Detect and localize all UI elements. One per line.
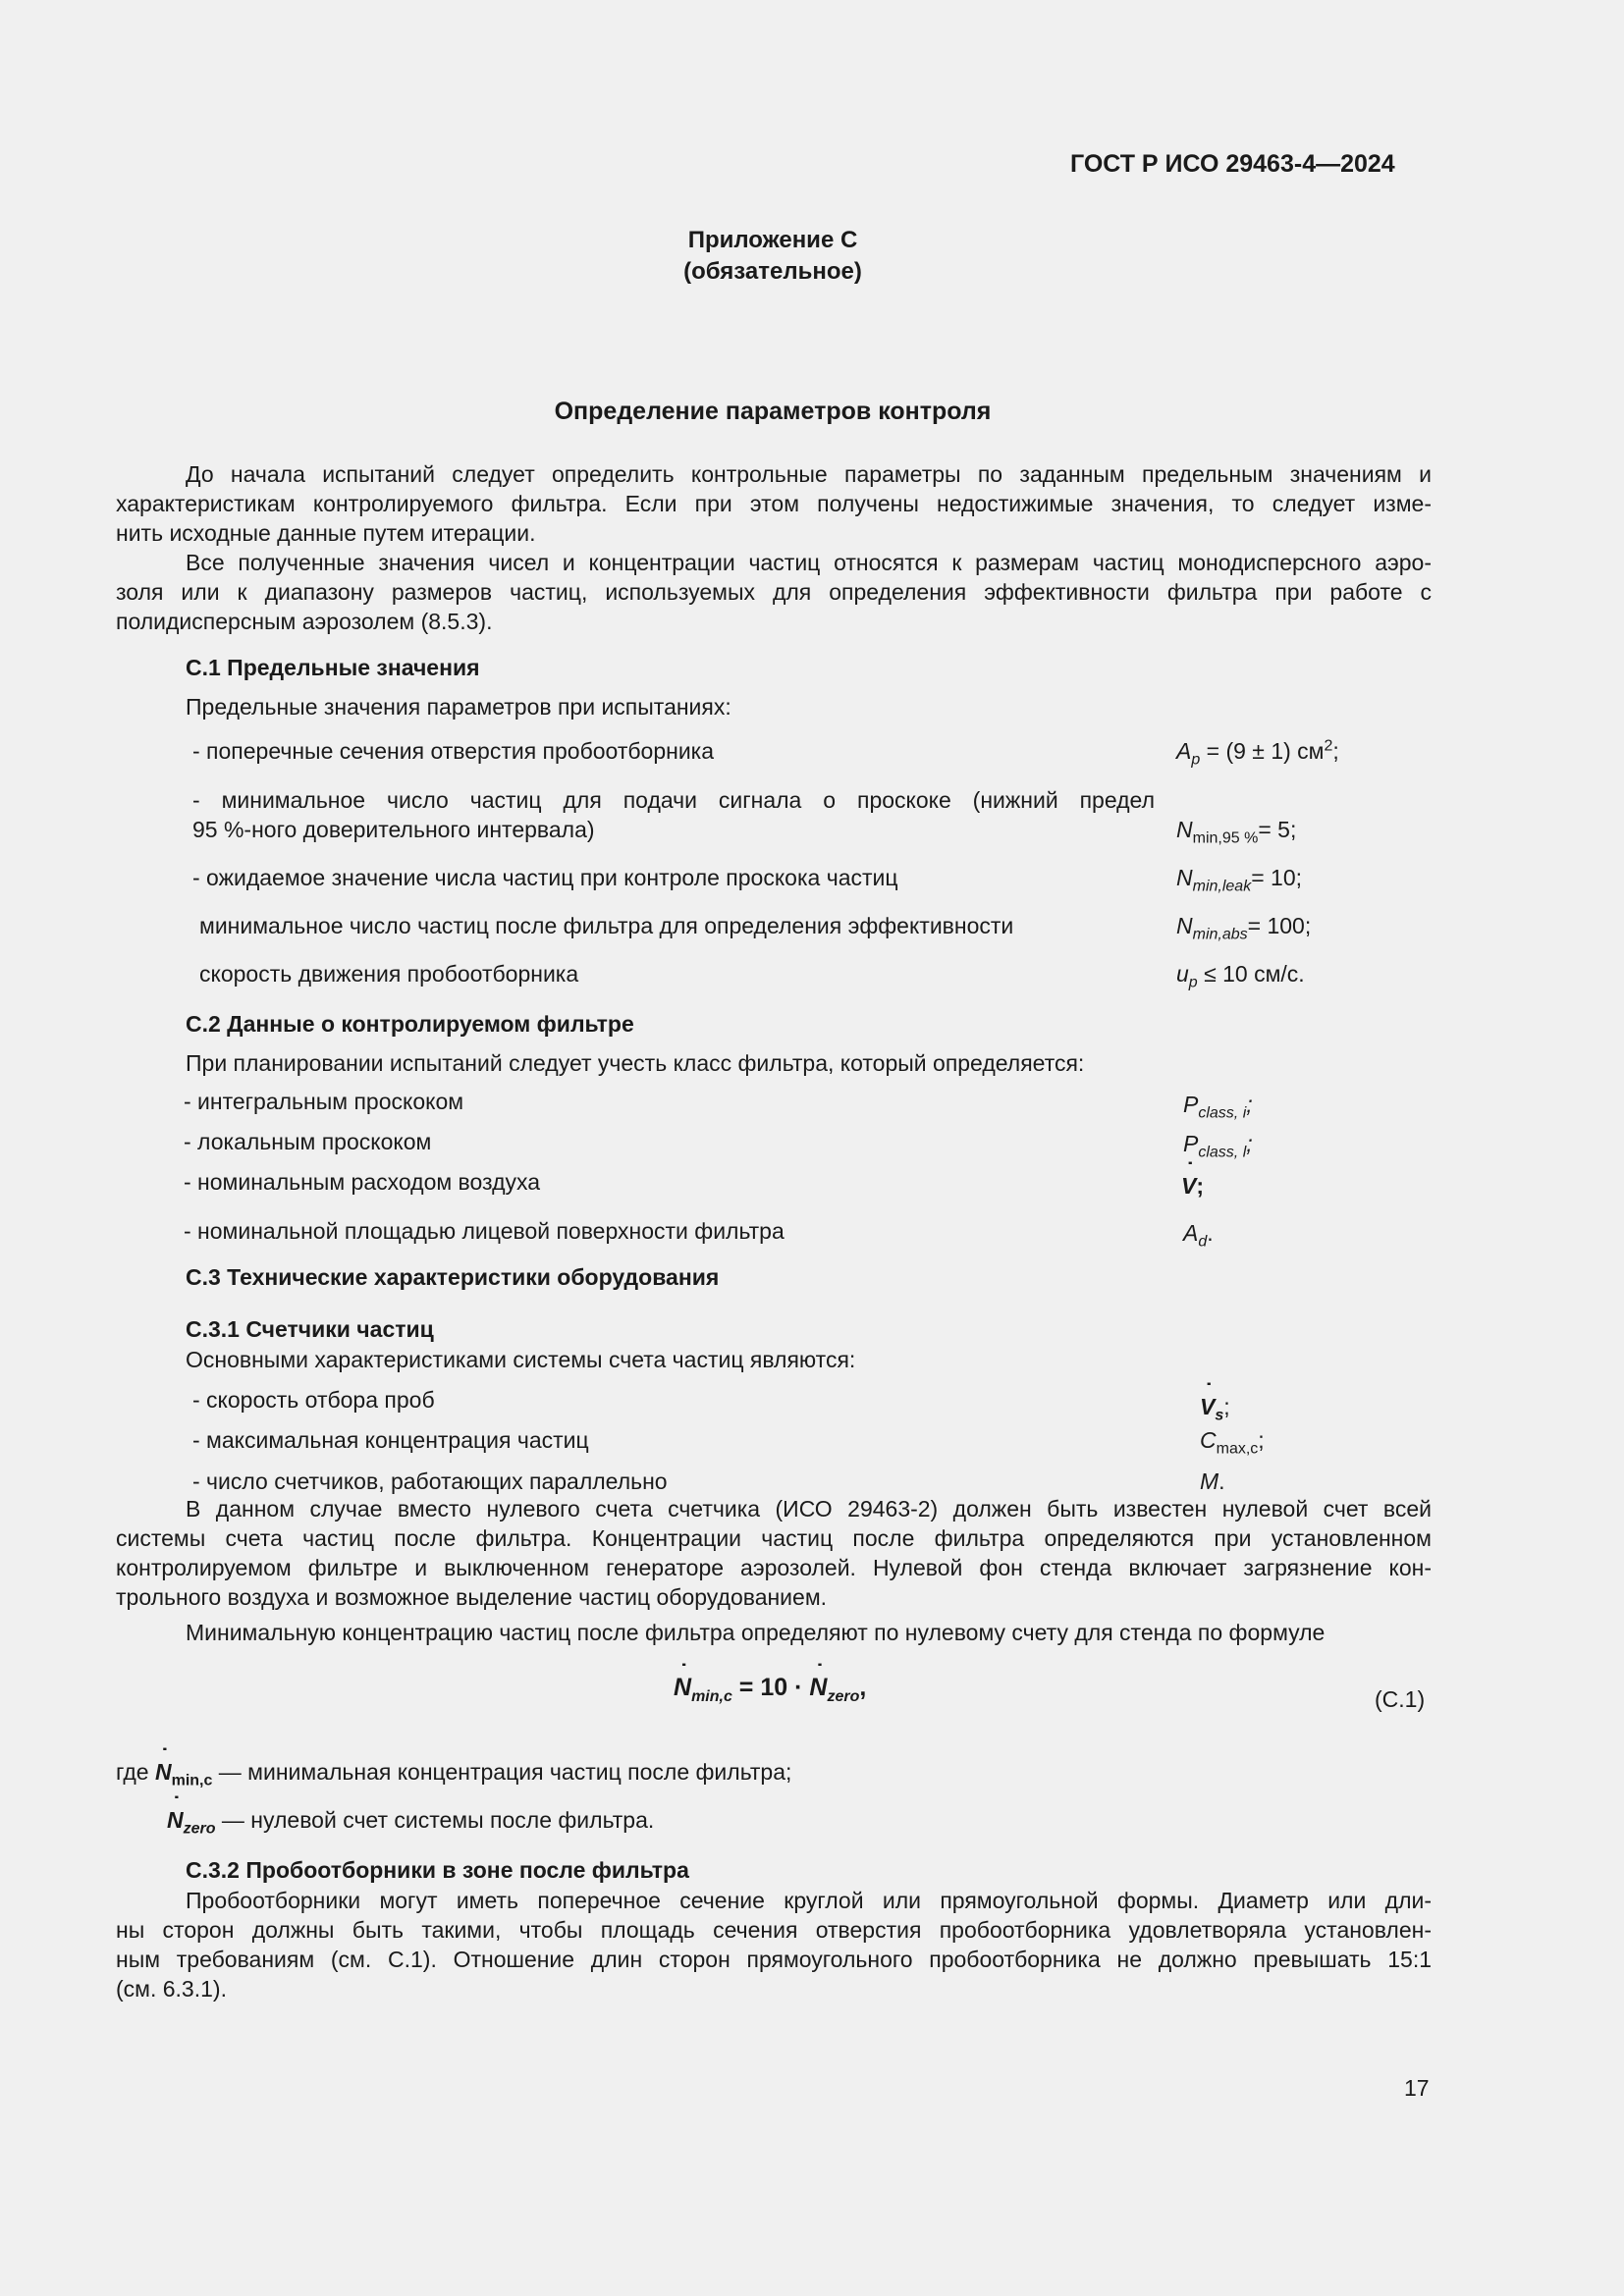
c1-item-text: - поперечные сечения отверстия пробоотборника [192, 738, 715, 764]
c31-item-symbol: M. [1200, 1468, 1225, 1494]
c2-item-symbol: $A_d$. [1183, 1220, 1214, 1251]
intro-paragraph-2: Все полученные значения чисел и концентрации частиц относятся к размерам частиц монодисперсного аэро- золя или к диапазону размеров частиц, используемых для определения эффективности фильтра при работе с полидисперсным аэрозолем (8.5.3). [116, 550, 1432, 634]
c1-item-text: скорость движения пробоотборника [199, 961, 579, 987]
c31-lead: Основными характеристиками системы счета частиц являются: [186, 1347, 856, 1372]
c2-item-text: - номинальным расходом воздуха [184, 1169, 541, 1195]
c31-item-text: - максимальная концентрация частиц [192, 1427, 589, 1453]
c1-heading: С.1 Предельные значения [186, 655, 480, 680]
c2-item-text: - номинальной площадью лицевой поверхности фильтра [184, 1218, 785, 1244]
section-title: Определение параметров контроля [554, 398, 992, 425]
c1-lead: Предельные значения параметров при испытаниях: [186, 694, 731, 720]
c2-lead: При планировании испытаний следует учесть класс фильтра, который определяется: [186, 1050, 1085, 1076]
c2-heading: С.2 Данные о контролируемом фильтре [186, 1011, 634, 1037]
c31-item-symbol: $C_{max,c}$; [1200, 1427, 1265, 1458]
appendix-title: Приложение С [687, 227, 858, 253]
c31-item-symbol: ˙ $V_s$; [1200, 1392, 1230, 1421]
c1-item-symbol: $N_{min,leak}= 10$; [1176, 865, 1302, 895]
c32-paragraph: Пробоотборники могут иметь поперечное сечение круглой или прямоугольной формы. Диаметр или дли- ны сторон должны быть такими, чтобы площадь сечения отверстия пробоотборника удовлетворяла установлен- ным требованиям (см. С.1). Отношение длин сторон прямоугольного пробоотборника не должно превышать 15:1 (см. 6.3.1). [116, 1888, 1432, 2002]
c31-item-text: - скорость отбора проб [192, 1387, 435, 1413]
where-line-2: ˙ $N_{zero}$ — нулевой счет системы после фильтра. [167, 1805, 654, 1835]
c2-item-text: - интегральным проскоком [184, 1089, 464, 1114]
c2-item-symbol: $P_{class, l}$; [1183, 1131, 1253, 1161]
c31-paragraph: В данном случае вместо нулевого счета счетчика (ИСО 29463-2) должен быть известен нулевой счет всей системы счета частиц после фильтра. Концентрации частиц после фильтра определяются при установленном контролируемом фильтре и выключенном генераторе аэрозолей. Нулевой фон стенда включает загрязнение кон- трольного воздуха и возможное выделение частиц оборудованием. [116, 1496, 1432, 1610]
equation-number: (С.1) [1375, 1686, 1426, 1712]
document-id-header: ГОСТ Р ИСО 29463-4—2024 [1070, 150, 1395, 178]
c3-heading: С.3 Технические характеристики оборудования [186, 1264, 720, 1290]
where-line-1: где ˙ $N_{min,c}$ — минимальная концентрация частиц после фильтра; [116, 1757, 791, 1787]
c31-heading: С.3.1 Счетчики частиц [186, 1316, 434, 1342]
c1-item-text: - минимальное число частиц для подачи сигнала о проскоке (нижний предел 95 %-ного доверительного интервала) [192, 787, 1155, 842]
c2-item-symbol: $P_{class, i}$; [1183, 1092, 1253, 1122]
page-number: 17 [1404, 2075, 1430, 2101]
formula-c1: ˙ $N_{min,c} = 10$ · ˙ $N_{zero}$, [674, 1673, 866, 1702]
c1-item-symbol: $u_p \le 10$ см/с. [1176, 961, 1305, 991]
c1-item-symbol: $N_{min,abs}= 100$; [1176, 913, 1312, 943]
c2-item-text: - локальным проскоком [184, 1129, 432, 1154]
intro-paragraph-1: До начала испытаний следует определить контрольные параметры по заданным предельным значениям и характеристикам контролируемого фильтра. Если при этом получены недостижимые значения, то следует изме- нить исходные данные путем итерации. [116, 461, 1432, 546]
c32-heading: С.3.2 Пробоотборники в зоне после фильтра [186, 1857, 689, 1883]
appendix-type: (обязательное) [683, 258, 862, 285]
c1-item-symbol: $N_{min,95 \%}= 5$; [1176, 817, 1297, 847]
c31-item-text: - число счетчиков, работающих параллельно [192, 1468, 668, 1494]
c2-item-symbol: ˙ V; [1181, 1171, 1204, 1201]
c1-item-text: минимальное число частиц после фильтра для определения эффективности [199, 913, 1014, 938]
c31-formula-intro: Минимальную концентрацию частиц после фильтра определяют по нулевому счету для стенда по формуле [186, 1620, 1326, 1645]
c1-item-text: - ожидаемое значение числа частиц при контроле проскока частиц [192, 865, 898, 890]
c1-item-symbol: $A_p = (9 \pm 1)$ $см^2$; [1176, 737, 1339, 769]
